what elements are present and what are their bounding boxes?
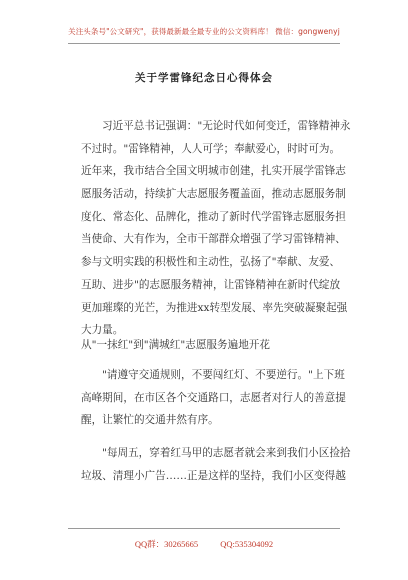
- header-banner: 关注头条号"公文研究"，获得最新最全最专业的公文资料库！ 微信：gongwenyj: [68, 27, 340, 36]
- section-heading: 从"一抹红"到"满城红"志愿服务遍地开花: [81, 339, 270, 351]
- footer-qq: QQ:535304092: [220, 539, 274, 549]
- paragraph-1-line: 近年来，我市结合全国文明城市创建，扎实开展学雷锋志: [81, 165, 346, 178]
- paragraph-2-line: "请遵守交通规则，不要闯红灯、不要逆行。"上下班: [102, 369, 345, 381]
- document-title: 关于学雷锋纪念日心得体会: [135, 72, 273, 84]
- paragraph-1-line: 愿服务活动，持续扩大志愿服务覆盖面，推动志愿服务制: [81, 188, 346, 201]
- footer: [0, 538, 408, 550]
- paragraph-1: [81, 115, 351, 342]
- paragraph-2-line: 高峰期间，在市区各个交通路口，志愿者对行人的善意提: [81, 391, 346, 404]
- footer-qq-group: QQ群：30265665: [134, 539, 199, 549]
- paragraph-1-line: 度化、常态化、品牌化，推动了新时代学雷锋志愿服务担: [81, 210, 346, 223]
- paragraph-2: [81, 364, 346, 432]
- paragraph-3: [81, 442, 351, 487]
- paragraph-1-line: 当使命、大有作为，全市干部群众增强了学习雷锋精神、: [81, 233, 346, 246]
- paragraph-1-line: 习近平总书记强调："无论时代如何变迁，雷锋精神永: [102, 120, 351, 132]
- paragraph-1-line: 更加璀璨的光芒，为推进xx转型发展、率先突破凝聚起强: [81, 301, 348, 314]
- paragraph-2-line: 醒，让繁忙的交通井然有序。: [81, 414, 219, 427]
- paragraph-3-line: "每周五，穿着红马甲的志愿者就会来到我们小区捡拾: [102, 447, 351, 459]
- footer-divider: [68, 528, 340, 529]
- header-divider: [68, 43, 340, 44]
- paragraph-1-line: 互助、进步"的志愿服务精神，让雷锋精神在新时代绽放: [81, 278, 341, 291]
- paragraph-1-line: 不过时。"雷锋精神，人人可学；奉献爱心，时时可为。: [81, 142, 341, 155]
- paragraph-3-line: 垃圾、清理小广告……正是这样的坚持，我们小区变得越: [81, 469, 346, 482]
- paragraph-1-line: 大力量。: [81, 324, 124, 337]
- paragraph-1-line: 参与文明实践的积极性和主动性，弘扬了"奉献、友爱、: [81, 256, 341, 269]
